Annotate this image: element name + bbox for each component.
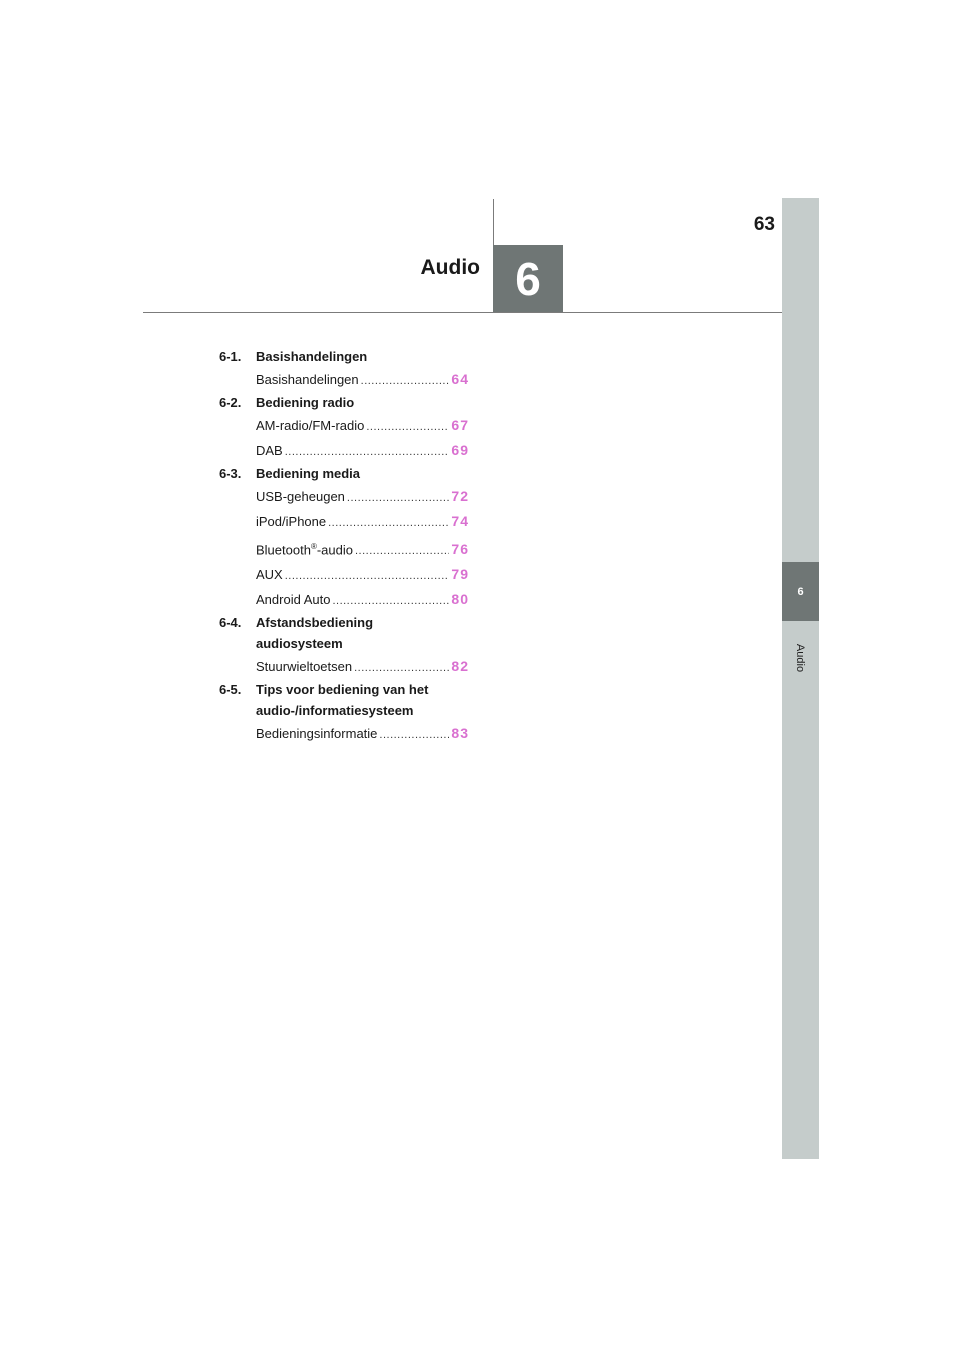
header-divider-horizontal [143, 312, 782, 313]
toc-page-link[interactable]: 74 [451, 513, 469, 529]
toc-section [219, 611, 469, 678]
toc-entry[interactable] [256, 533, 469, 561]
toc-entry[interactable] [256, 561, 469, 586]
toc-entry-label-text: AUX [256, 567, 283, 583]
table-of-contents [219, 345, 469, 745]
header-divider-vertical [493, 199, 494, 245]
toc-entry-label-text: AM-radio/FM-radio [256, 418, 365, 433]
toc-entry[interactable] [256, 653, 469, 678]
toc-section [219, 391, 469, 462]
toc-page-link[interactable]: 79 [451, 566, 469, 583]
chapter-number: 6 [515, 253, 541, 305]
dot-leader [332, 592, 449, 611]
chapter-title: Audio [420, 256, 480, 279]
toc-page-link[interactable]: 80 [451, 591, 469, 608]
toc-entry[interactable] [256, 586, 469, 611]
toc-entry[interactable] [256, 508, 469, 533]
registered-mark: ® [310, 542, 317, 551]
chapter-number-box [493, 245, 563, 313]
dot-leader [285, 567, 450, 586]
toc-entry-label [256, 416, 364, 435]
toc-entry-label-text: Bluetooth [256, 542, 311, 558]
sidebar-chapter-tab[interactable] [782, 562, 819, 621]
toc-entry-label-text: DAB [256, 443, 283, 458]
toc-entry-label [256, 487, 345, 506]
toc-section-number: 6-4. [219, 615, 242, 631]
toc-entry[interactable] [256, 720, 469, 745]
dot-leader [366, 418, 449, 437]
toc-section-title: Tips voor bediening van het [256, 682, 429, 698]
toc-entry-label-text: Bedieningsinformatie [256, 726, 378, 742]
dot-leader [354, 659, 449, 678]
toc-entry-label-text: Android Auto [256, 592, 331, 608]
toc-entry[interactable] [256, 366, 469, 391]
toc-section-heading [219, 632, 469, 653]
toc-entry-label-text: Stuurwieltoetsen [256, 659, 353, 675]
toc-section-number [219, 701, 256, 720]
toc-entry-label [256, 370, 359, 389]
dot-leader [355, 542, 449, 561]
sidebar-chapter-label [782, 628, 819, 688]
toc-entry-label-text: iPod/iPhone [256, 514, 327, 529]
toc-entry-label-suffix: -audio [316, 542, 353, 558]
toc-section [219, 462, 469, 611]
toc-section-number [219, 634, 256, 653]
toc-section-heading [219, 699, 469, 720]
toc-section-title: Bediening media [256, 466, 361, 481]
toc-entry[interactable] [256, 483, 469, 508]
toc-page-link[interactable]: 82 [451, 658, 469, 675]
toc-section-heading [219, 391, 469, 412]
toc-section-heading [219, 462, 469, 483]
toc-section-heading [219, 345, 469, 366]
dot-leader [328, 514, 449, 533]
toc-page-link[interactable]: 76 [451, 541, 469, 558]
toc-section-heading [219, 611, 469, 632]
toc-section-heading [219, 678, 469, 699]
toc-section-number: 6-1. [219, 349, 242, 364]
toc-entry-label [256, 590, 330, 609]
dot-leader [379, 726, 449, 745]
toc-page-link[interactable]: 69 [451, 442, 469, 458]
toc-entry-label [256, 512, 326, 531]
toc-entry[interactable] [256, 437, 469, 462]
toc-entry-label-text: Basishandelingen [256, 372, 359, 387]
toc-entry-label-text: USB-geheugen [256, 489, 345, 504]
dot-leader [285, 443, 450, 462]
toc-section-title: audio-/informatiesysteem [256, 703, 414, 719]
toc-entry-label [256, 565, 283, 584]
toc-page-link[interactable]: 67 [451, 417, 469, 433]
toc-entry-label [256, 537, 353, 559]
sidebar-tab-number: 6 [797, 585, 804, 598]
toc-entry[interactable] [256, 412, 469, 437]
dot-leader [361, 372, 450, 391]
toc-entry-label [256, 724, 377, 743]
toc-section [219, 678, 469, 745]
toc-section-title: audiosysteem [256, 636, 343, 652]
toc-entry-label [256, 441, 283, 460]
toc-section-title: Bediening radio [256, 395, 355, 410]
page-number: 63 [753, 214, 775, 235]
toc-section [219, 345, 469, 391]
sidebar-label-text: Audio [794, 643, 807, 673]
dot-leader [347, 489, 450, 508]
toc-page-link[interactable]: 72 [451, 488, 469, 504]
toc-section-number: 6-2. [219, 395, 242, 410]
toc-page-link[interactable]: 64 [451, 371, 469, 387]
toc-section-title: Basishandelingen [256, 349, 368, 364]
toc-page-link[interactable]: 83 [451, 725, 469, 742]
toc-section-title: Afstandsbediening [256, 615, 374, 631]
toc-section-number: 6-5. [219, 682, 242, 698]
toc-entry-label [256, 657, 352, 676]
toc-section-number: 6-3. [219, 466, 242, 481]
